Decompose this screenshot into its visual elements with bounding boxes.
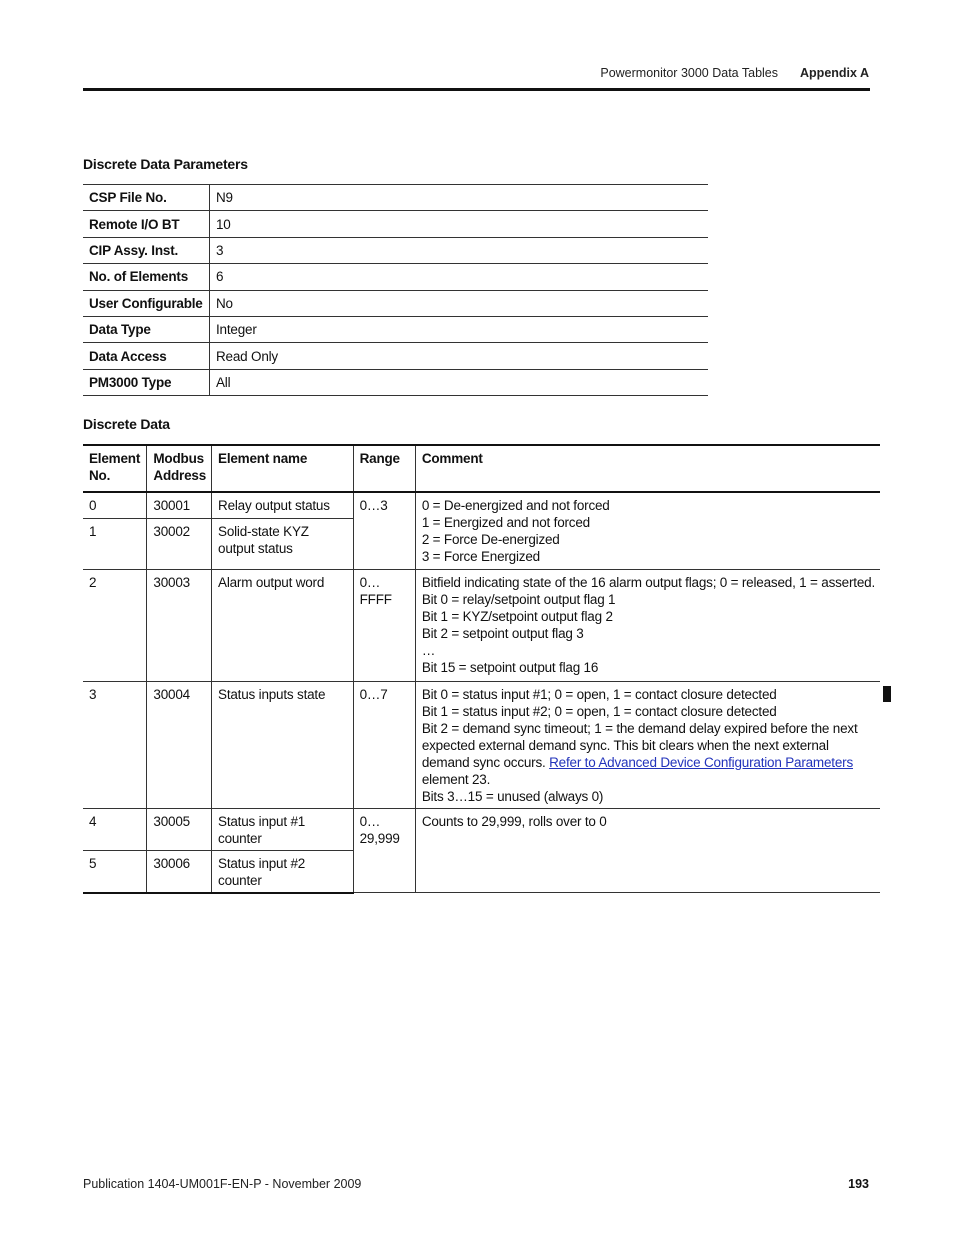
table-row (83, 316, 708, 342)
param-value: No (210, 290, 709, 316)
comment-cell: Counts to 29,999, rolls over to 0 (415, 808, 880, 893)
element-name: Alarm output word (212, 569, 354, 681)
comment-cell: Bit 0 = status input #1; 0 = open, 1 = contact closure detected Bit 1 = status input #2; 0 = open, 1 = contact closure detected Bit 2 = demand sync timeout; 1 = the demand delay expired before the next expected external demand sync. This bit clears when the next external demand sync occurs. Refer to Advanced Device Configuration Parameters element 23. Bits 3…15 = unused (always 0) (415, 681, 880, 808)
param-value: All (210, 369, 709, 395)
element-name: Solid-state KYZ output status (212, 518, 354, 569)
param-key: Data Type (83, 316, 210, 342)
param-value: 3 (210, 237, 709, 263)
comment-cell: Bitfield indicating state of the 16 alarm output flags; 0 = released, 1 = asserted. Bit 0 = relay/setpoint output flag 1 Bit 1 = KYZ/setpoint output flag 2 Bit 2 = setpoint output flag 3 … Bit 15 = setpoint output flag 16 (415, 569, 880, 681)
element-name: Status input #2 counter (212, 850, 354, 893)
modbus-address: 30003 (147, 569, 212, 681)
page-number: 193 (848, 1177, 869, 1191)
table-row (83, 492, 880, 518)
element-name: Status input #1 counter (212, 808, 354, 850)
table-row (83, 808, 880, 850)
table-row (83, 343, 708, 369)
element-name: Relay output status (212, 492, 354, 518)
range-cell: 0… 29,999 (353, 808, 415, 893)
param-value: 10 (210, 211, 709, 237)
param-key: No. of Elements (83, 264, 210, 290)
element-no: 0 (83, 492, 147, 518)
table-row (83, 290, 708, 316)
param-key: Data Access (83, 343, 210, 369)
element-no: 3 (83, 681, 147, 808)
param-value: N9 (210, 185, 709, 211)
header-title: Powermonitor 3000 Data Tables (600, 66, 779, 80)
param-key: Remote I/O BT (83, 211, 210, 237)
modbus-address: 30006 (147, 850, 212, 893)
running-header (600, 66, 869, 80)
header-rule (83, 88, 870, 91)
modbus-address: 30002 (147, 518, 212, 569)
element-no: 1 (83, 518, 147, 569)
advanced-config-link[interactable]: Refer to Advanced Device Configuration Parameters (549, 754, 853, 770)
table-row (83, 369, 708, 395)
param-key: CSP File No. (83, 185, 210, 211)
element-name: Status inputs state (212, 681, 354, 808)
header-section: Appendix A (800, 66, 869, 80)
range-cell: 0…FFFF (353, 569, 415, 681)
param-key: CIP Assy. Inst. (83, 237, 210, 263)
table-row (83, 569, 880, 681)
modbus-address: 30004 (147, 681, 212, 808)
modbus-address: 30005 (147, 808, 212, 850)
col-modbus-address: Modbus Address (147, 445, 212, 492)
comment-cell: 0 = De-energized and not forced 1 = Energized and not forced 2 = Force De-energized 3 = Force Energized (415, 492, 880, 569)
param-key: PM3000 Type (83, 369, 210, 395)
col-range: Range (353, 445, 415, 492)
range-cell: 0…3 (353, 492, 415, 569)
table-header-row (83, 445, 880, 492)
params-heading: Discrete Data Parameters (83, 156, 248, 172)
discrete-data-table (83, 444, 880, 894)
range-cell: 0…7 (353, 681, 415, 808)
data-heading: Discrete Data (83, 416, 170, 432)
params-table (83, 184, 708, 396)
param-value: Integer (210, 316, 709, 342)
table-row (83, 211, 708, 237)
element-no: 4 (83, 808, 147, 850)
element-no: 5 (83, 850, 147, 893)
table-row (83, 185, 708, 211)
element-no: 2 (83, 569, 147, 681)
col-comment: Comment (415, 445, 880, 492)
param-value: Read Only (210, 343, 709, 369)
col-element-no: Element No. (83, 445, 147, 492)
footer-publication: Publication 1404-UM001F-EN-P - November 2009 (83, 1177, 362, 1191)
param-value: 6 (210, 264, 709, 290)
change-bar (883, 686, 891, 702)
modbus-address: 30001 (147, 492, 212, 518)
col-element-name: Element name (212, 445, 354, 492)
table-row (83, 264, 708, 290)
param-key: User Configurable (83, 290, 210, 316)
table-row (83, 681, 880, 808)
table-row (83, 237, 708, 263)
